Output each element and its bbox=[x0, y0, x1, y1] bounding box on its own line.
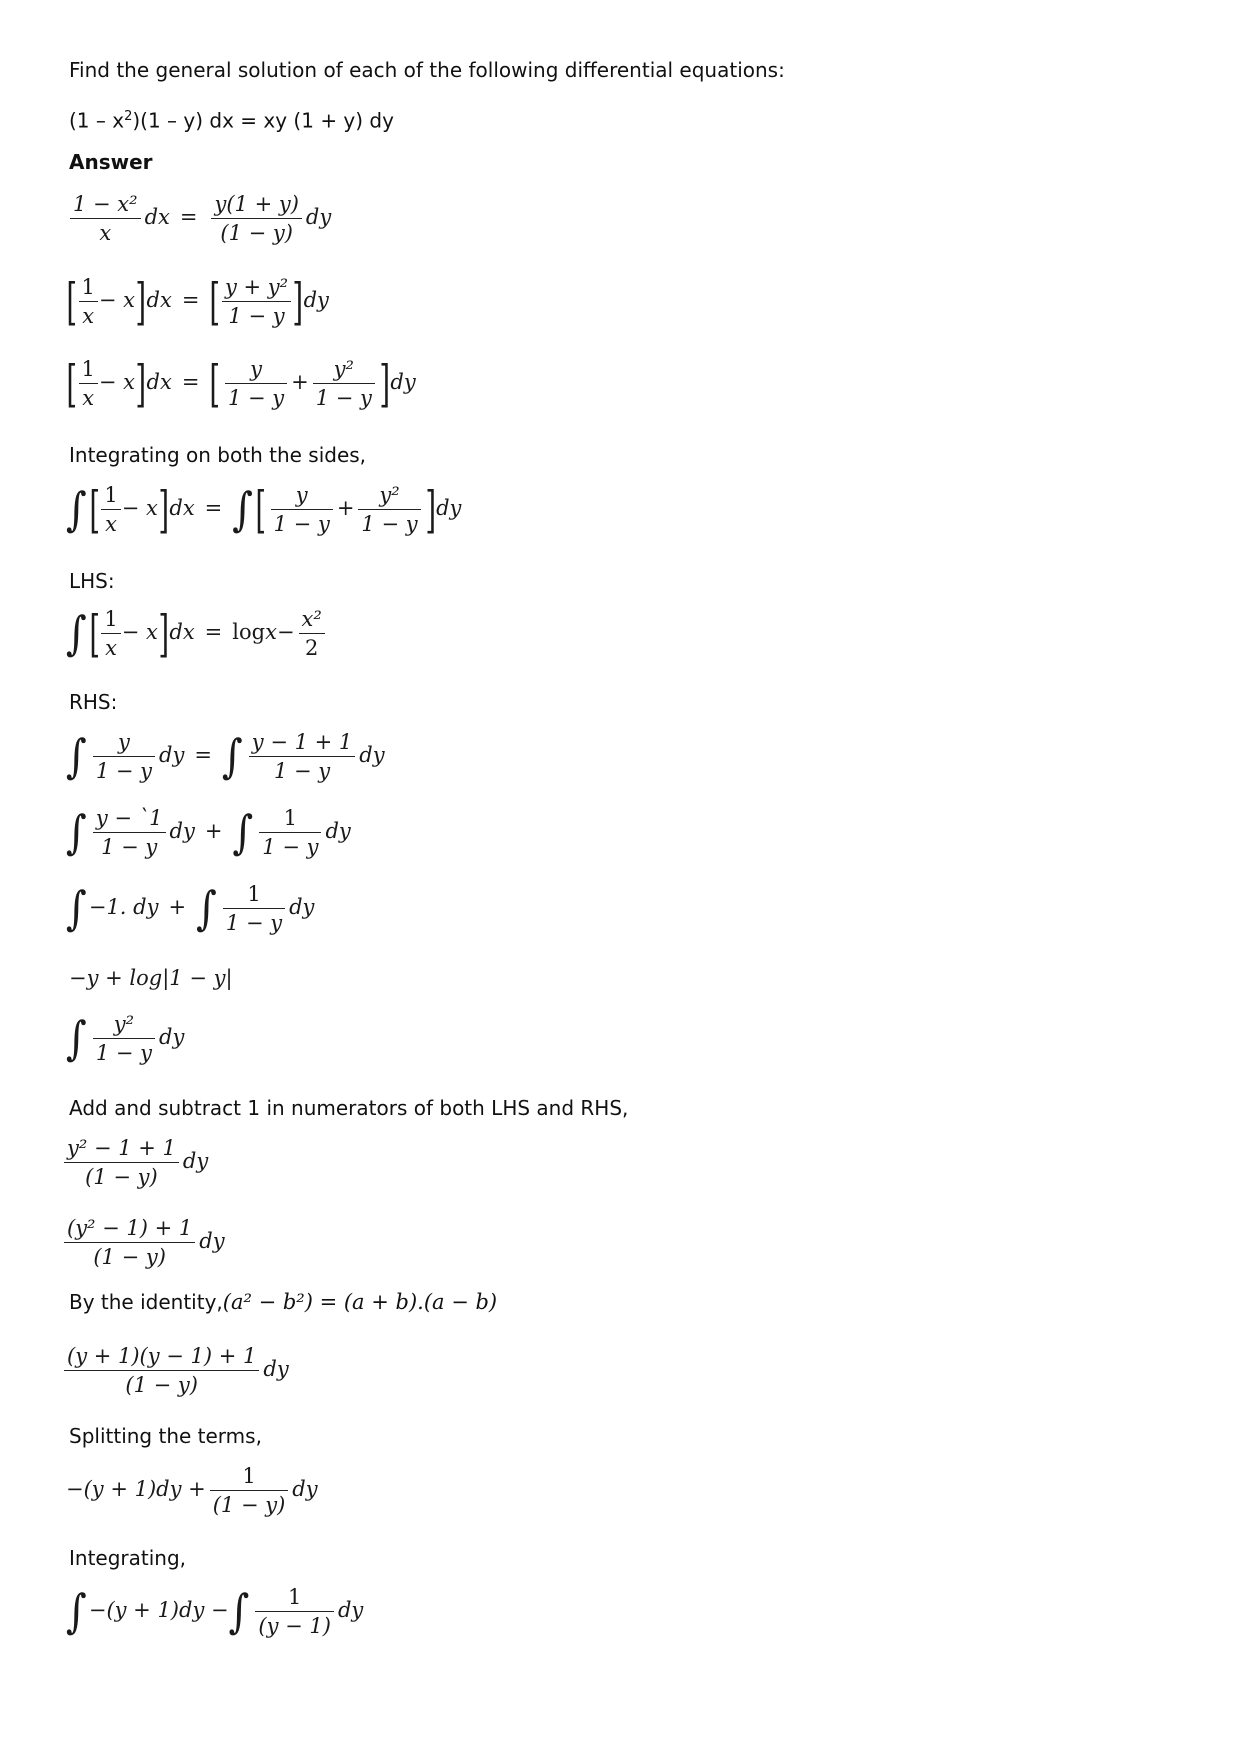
equation-4: ∫[ $\frac{1}{x}$ − x]dx = ∫[ $\frac{y}{1 - y}$ + $\frac{\text{y²}}{1 - y}$ ]dy bbox=[66, 480, 462, 539]
integrating-text: Integrating, bbox=[69, 1546, 187, 1570]
question: $(1 - x^2)(1 - y)$ dx = xy (1 + y) dy bbox=[69, 108, 394, 133]
equation-3: [ $\frac{1}{x}$ − x]dx = [ $\frac{y}{1 - y}$ + $\frac{\text{y²}}{1 - y}$ ]dy bbox=[66, 354, 416, 413]
lhs-label: LHS: bbox=[69, 569, 115, 593]
splitting-text: Splitting the terms, bbox=[69, 1424, 262, 1448]
rhs-label: RHS: bbox=[69, 690, 118, 714]
equation-11: $\frac{\text{y² − 1 + 1}}{(1 - y)}$ dy bbox=[64, 1136, 208, 1189]
equation-12: $\frac{\text{(y² − 1) + 1}}{(1 - y)}$ dy bbox=[64, 1216, 225, 1269]
identity-text: By the identity, bbox=[69, 1290, 223, 1314]
equation-9: −y + log|1 − y| bbox=[69, 966, 233, 990]
answer-label: Answer bbox=[69, 150, 153, 174]
equation-8: ∫−1. dy + ∫ $\frac{1}{1 - y}$ dy bbox=[66, 882, 315, 935]
identity-formula: (a² − b²) = (a + b).(a − b) bbox=[222, 1290, 498, 1314]
equation-2: [ $\frac{1}{x}$ − x]dx = [ $\frac{\text{y + y²}}{1 - y}$ ]dy bbox=[66, 272, 329, 331]
equation-1: $\frac{\text{1 − x²}}{x}$ dx = $\frac{y(1 + y)}{(1 - y)}$ dy bbox=[66, 192, 331, 245]
identity-line bbox=[69, 1290, 497, 1314]
equation-15: ∫−(y + 1)dy −∫ $\frac{1}{(y - 1)}$ dy bbox=[66, 1585, 364, 1638]
add-subtract-text: Add and subtract 1 in numerators of both LHS and RHS, bbox=[69, 1096, 629, 1120]
equation-14: −(y + 1)dy + $\frac{1}{(1 - y)}$ dy bbox=[66, 1464, 318, 1517]
equation-5: ∫[ $\frac{1}{x}$ − x]dx = logx− $\frac{\text{x²}}{2}$ bbox=[66, 607, 329, 660]
heading: Find the general solution of each of the following differential equations: bbox=[69, 58, 785, 82]
equation-10: ∫ $\frac{\text{y²}}{1 - y}$ dy bbox=[66, 1012, 185, 1065]
equation-6: ∫ $\frac{y}{1 - y}$ dy = ∫ $\frac{y - 1 + 1}{1 - y}$ dy bbox=[66, 730, 385, 783]
equation-7: ∫ $\frac{y - `1}{1 - y}$ dy + ∫ $\frac{1}{1 - y}$ dy bbox=[66, 806, 351, 859]
equation-13: $\frac{(y + 1)(y - 1) + 1}{(1 - y)}$ dy bbox=[64, 1344, 289, 1397]
integrating-both-text: Integrating on both the sides, bbox=[69, 443, 367, 467]
